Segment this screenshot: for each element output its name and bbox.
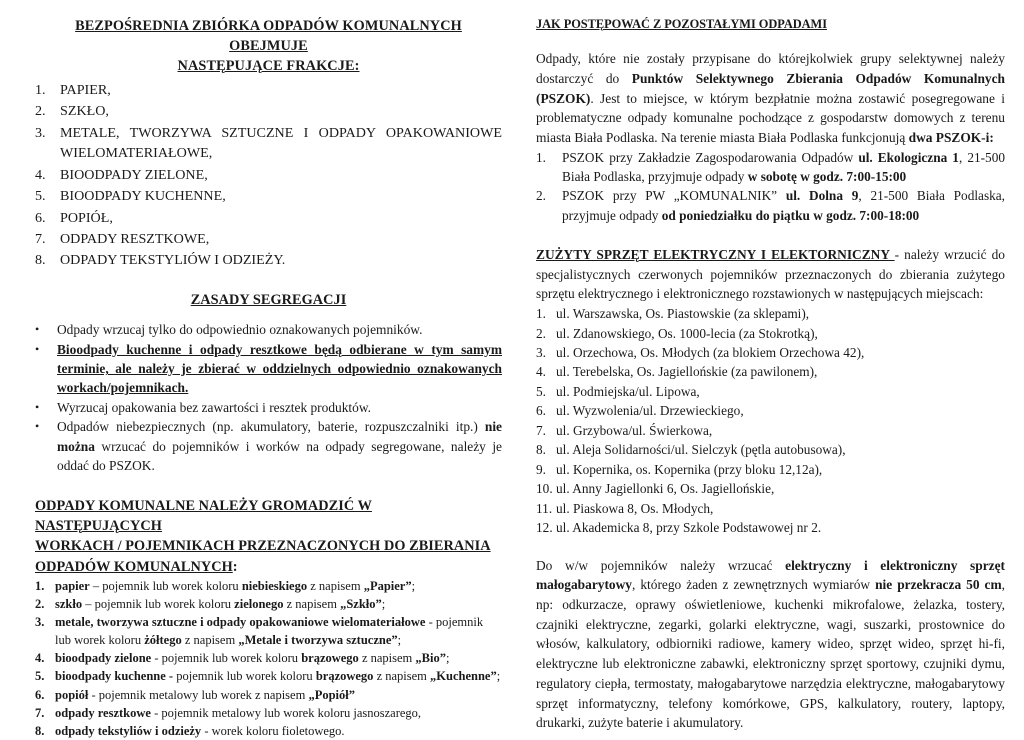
text-run: z napisem — [283, 596, 341, 611]
bold-underline-run: Bioodpady kuchenne i odpady resztkowe będą odbierane w tym samym terminie, ale należy je zbierać w oddzielnych odpowiednio oznakowanych workach/pojemnikach. — [57, 341, 503, 396]
text-run: z napisem — [307, 578, 364, 593]
list-marker: 12. — [536, 520, 553, 536]
list-item — [536, 148, 1005, 187]
list-item-label — [55, 686, 502, 704]
text-run: Odpadów niebezpiecznych (np. akumulatory, baterie, rozpuszczalniki itp.) — [57, 419, 485, 435]
list-item-label: PAPIER, — [60, 82, 111, 99]
list-item — [536, 186, 1005, 225]
bold-run: niebieskiego — [241, 578, 308, 593]
fractions-list — [35, 80, 502, 271]
list-item — [35, 340, 502, 398]
list-item — [35, 722, 502, 740]
list-item-label: METALE, TWORZYWA SZTUCZNE I ODPADY OPAKOWANIOWE WIELOMATERIAŁOWE, — [60, 124, 503, 162]
list-item-label: ODPADY TEKSTYLIÓW I ODZIEŻY. — [60, 252, 286, 269]
text-run: wrzucać do pojemników i worków na odpady segregowane, należy je oddać do PSZOK. — [57, 438, 503, 474]
bold-run: Punktów Selektywnego Zbierania Odpadów Komunalnych (PSZOK) — [536, 71, 1005, 106]
bold-run: od poniedziałku do piątku w godz. 7:00-18:00 — [661, 207, 920, 223]
list-item-label: ul. Anny Jagiellonki 6, Os. Jagiellońskie, — [556, 481, 775, 497]
list-item — [536, 324, 1005, 343]
bold-run: szkło — [55, 596, 83, 611]
bold-run: bioodpady kuchenne - — [55, 669, 174, 684]
list-item-label — [55, 577, 502, 595]
list-marker: 7. — [35, 231, 46, 247]
text-run: – pojemnik lub worek koloru — [89, 578, 242, 593]
list-item — [536, 304, 1005, 323]
list-item — [35, 208, 502, 228]
containers-heading-line-2: WORKACH / POJEMNIKACH PRZEZNACZONYCH DO ZBIERANIA — [35, 538, 491, 555]
list-item-label — [55, 722, 502, 740]
list-item — [35, 80, 502, 100]
list-item-label: SZKŁO, — [60, 103, 109, 120]
bullet-icon: • — [35, 341, 40, 356]
list-item — [35, 250, 502, 270]
list-item — [536, 382, 1005, 401]
list-marker: 4. — [536, 364, 546, 380]
right-column — [511, 16, 1010, 733]
list-item — [35, 123, 502, 164]
containers-heading-line-1: ODPADY KOMUNALNE NALEŻY GROMADZIĆ W NASTĘPUJĄCYCH — [35, 497, 372, 534]
list-item — [35, 417, 502, 475]
bold-run: „Metale i tworzywa sztuczne” — [238, 633, 398, 648]
list-marker: 4. — [35, 651, 45, 666]
list-item-label: POPIÓŁ, — [60, 209, 113, 226]
bullet-icon: • — [35, 419, 40, 434]
list-item — [35, 667, 502, 685]
other-waste-heading: JAK POSTĘPOWAĆ Z POZOSTAŁYMI ODPADAMI — [536, 17, 827, 31]
containers-list — [35, 577, 502, 740]
weee-locations-list — [536, 304, 1005, 538]
text-run: Odpady, które nie zostały przypisane do którejkolwiek grupy selektywnej należy dostarczyć do — [536, 51, 1005, 87]
text-run: ; — [381, 596, 386, 611]
list-marker: 10. — [536, 481, 553, 497]
bold-run: nie przekracza 50 cm — [875, 577, 1002, 593]
list-item-label — [57, 398, 502, 417]
text-run: , którego żaden z zewnętrznych wymiarów — [631, 577, 876, 593]
bold-run: „Szkło” — [340, 596, 382, 611]
text-run: ; — [411, 578, 416, 593]
list-item-label: ul. Kopernika, os. Kopernika (przy bloku 12,12a), — [556, 461, 823, 477]
list-item — [35, 613, 502, 649]
text-run: - pojemnik metalowy lub worek z napisem — [88, 687, 309, 702]
weee-details-paragraph — [536, 556, 1005, 733]
bold-run: metale, tworzywa sztuczne i odpady opakowaniowe wielomateriałowe — [55, 615, 426, 630]
text-run: ; — [397, 633, 402, 648]
list-item-label — [57, 320, 502, 339]
weee-heading: ZUŻYTY SPRZĘT ELEKTRYCZNY I ELEKTORNICZNY — [536, 246, 895, 262]
list-item-label: ul. Podmiejska/ul. Lipowa, — [556, 383, 700, 399]
list-marker: 1. — [35, 82, 46, 99]
bold-run: dwa PSZOK-i: — [908, 130, 994, 146]
bold-run: brązowego — [315, 669, 374, 684]
list-item-label: ul. Akademicka 8, przy Szkole Podstawowej nr 2. — [556, 520, 822, 536]
list-item-label — [55, 667, 502, 685]
bold-run: żółtego — [144, 633, 182, 648]
list-item — [35, 686, 502, 704]
list-marker: 2. — [35, 596, 45, 611]
list-marker: 9. — [536, 461, 546, 477]
bold-run: w sobotę w godz. 7:00-15:00 — [747, 169, 907, 185]
weee-intro: - należy wrzucić do specjalistycznych czerwonych pojemników przeznaczonych do zbierania zużytego sprzętu elektrycznego i elektronicznego rozstawionych w następujących miejscach: — [536, 246, 1005, 302]
list-item-label: ul. Wyzwolenia/ul. Drzewieckiego, — [556, 403, 744, 419]
list-item-label: ul. Warszawska, Os. Piastowskie (za sklepami), — [556, 306, 810, 322]
list-item — [536, 479, 1005, 498]
bold-run: papier — [55, 578, 90, 593]
list-item-label — [57, 417, 502, 475]
text-run: – pojemnik lub worek koloru — [82, 596, 235, 611]
list-item-label: ul. Piaskowa 8, Os. Młodych, — [556, 500, 714, 516]
text-run: , 21-500 Biała Podlaska, przyjmuje odpady — [562, 149, 1006, 185]
bold-run: elektryczny i elektroniczny sprzęt małogabarytowy — [536, 557, 1005, 593]
list-marker: 5. — [35, 188, 46, 205]
list-marker: 8. — [35, 723, 45, 738]
list-marker: 11. — [536, 500, 553, 516]
bold-run: „Popiół” — [308, 687, 355, 702]
list-item — [35, 165, 502, 185]
list-marker: 6. — [35, 687, 45, 702]
text-run: . Jest to miejsce, w którym bezpłatnie można zostawić posegregowane i problematyczne odpady komunalne pochodzące z gospodarstw domowych z terenu miasta Biała Podlaska. Na terenie miasta Biała Podlaska funkcjonują — [536, 90, 1005, 146]
text-run: , 21-500 Biała Podlaska, przyjmuje odpady — [562, 188, 1005, 223]
list-item — [35, 398, 502, 417]
text-run: - worek koloru fioletowego. — [201, 723, 345, 738]
list-item-label — [55, 595, 502, 613]
bullet-icon: • — [35, 399, 40, 414]
bold-run: bioodpady zielone — [55, 651, 152, 666]
list-item — [35, 704, 502, 722]
bullet-icon: • — [35, 322, 40, 337]
bold-run: „Bio” — [415, 651, 446, 666]
list-marker: 5. — [35, 669, 45, 684]
list-item-label: ul. Zdanowskiego, Os. 1000-lecia (za Stokrotką), — [556, 325, 818, 341]
page-title-line-1: BEZPOŚREDNIA ZBIÓRKA ODPADÓW KOMUNALNYCH OBEJMUJE — [75, 18, 462, 55]
list-marker: 1. — [35, 578, 45, 593]
list-item-label — [55, 649, 502, 667]
list-item — [536, 518, 1005, 537]
list-marker: 2. — [536, 188, 546, 204]
list-item — [536, 499, 1005, 518]
text-run: - pojemnik lub worek koloru — [151, 651, 302, 666]
segregation-rules-heading: ZASADY SEGREGACJI — [190, 291, 347, 308]
pszok-list — [536, 148, 1005, 225]
list-marker: 6. — [35, 209, 46, 226]
list-marker: 6. — [536, 403, 546, 419]
text-run: , np: odkurzacze, oprawy oświetleniowe, kuchenki mikrofalowe, żelazka, tostery, czajniki elektryczne, zegarki, golarki elektryczne, wagi, suszarki, prostownice do włosów, kalkulatory, odbiorniki radiowe, kamery wideo, sprzęt wideo, sprzęt hi-fi, elektryczne lub elektroniczne zabawki, elektroniczny sprzęt sportowy, czujniki dymu, regulatory ciepła, termostaty, małogabarytowe narzędzia elektryczne, małogabarytowy sprzęt informatyczny, telefony komórkowe, GPS, kalkulatory, routery, laptopy, drukarki, zużyte baterie i akumulatory. — [536, 577, 1006, 731]
text-run: PSZOK przy PW „KOMUNALNIK” — [562, 188, 786, 204]
list-item — [536, 343, 1005, 362]
list-item — [35, 229, 502, 249]
list-item — [35, 595, 502, 613]
list-marker: 3. — [35, 615, 45, 630]
list-item-label: ul. Aleja Solidarności/ul. Sielczyk (pętla autobusowa), — [556, 442, 846, 458]
list-item — [35, 186, 502, 206]
bold-run: odpady resztkowe — [55, 705, 151, 720]
list-item — [35, 577, 502, 595]
text-run: PSZOK przy Zakładzie Zagospodarowania Odpadów — [562, 149, 859, 165]
text-run: ; — [445, 651, 450, 666]
list-item — [35, 649, 502, 667]
text-run: - pojemnik metalowy lub worek koloru jasnoszarego, — [150, 705, 422, 720]
bold-run: zielonego — [234, 596, 284, 611]
list-item-label — [55, 613, 502, 649]
text-run: ; — [496, 669, 501, 684]
list-item — [536, 362, 1005, 381]
list-item — [536, 460, 1005, 479]
text-run: pojemnik lub worek koloru — [173, 669, 316, 684]
segregation-rules-list — [35, 320, 502, 476]
list-item-label: ul. Orzechowa, Os. Młodych (za blokiem Orzechowa 42), — [556, 344, 865, 360]
page-title-line-2: NASTĘPUJĄCE FRAKCJE: — [177, 58, 360, 75]
list-item — [35, 101, 502, 121]
list-marker: 8. — [35, 252, 46, 269]
list-item-label: ul. Grzybowa/ul. Świerkowa, — [556, 422, 713, 438]
text-run: z napisem — [358, 651, 416, 666]
list-marker: 1. — [536, 306, 546, 322]
text-run: - pojemnik lub worek koloru — [55, 615, 484, 648]
other-waste-paragraph — [536, 49, 1005, 148]
page-title — [35, 16, 502, 76]
list-marker: 1. — [536, 149, 546, 165]
list-item-label — [562, 186, 1005, 225]
list-marker: 3. — [35, 124, 46, 141]
list-item-label — [562, 148, 1005, 187]
list-item — [536, 440, 1005, 459]
list-item-label — [55, 704, 502, 722]
bold-run: brązowego — [301, 651, 359, 666]
list-item — [536, 421, 1005, 440]
text-run: z napisem — [181, 633, 239, 648]
list-marker: 3. — [536, 344, 546, 360]
list-item-label: BIOODPADY ZIELONE, — [60, 166, 208, 183]
bold-run: odpady tekstyliów i odzieży — [55, 723, 202, 738]
list-marker: 2. — [35, 103, 46, 120]
list-marker: 2. — [536, 325, 546, 341]
containers-heading — [35, 496, 502, 577]
text-run: Odpady wrzucaj tylko do odpowiednio oznakowanych pojemników. — [57, 322, 423, 338]
bold-run: ul. Dolna 9 — [785, 188, 859, 204]
list-marker: 4. — [35, 166, 46, 183]
bold-run: nie można — [57, 419, 503, 454]
list-item-label: ul. Terebelska, Os. Jagiellońskie (za pawilonem), — [556, 364, 818, 380]
list-item — [35, 320, 502, 339]
list-item-label: ODPADY RESZTKOWE, — [60, 231, 210, 247]
text-run: Wyrzucaj opakowania bez zawartości i resztek produktów. — [57, 399, 371, 415]
bold-run: popiół — [55, 687, 89, 702]
list-item-label — [57, 340, 502, 398]
bold-run: „Kuchenne” — [430, 669, 497, 684]
weee-paragraph — [536, 245, 1005, 304]
bold-run: „Papier” — [363, 578, 412, 593]
list-marker: 5. — [536, 383, 546, 399]
list-marker: 8. — [536, 442, 546, 458]
left-column — [14, 16, 511, 740]
containers-heading-line-3: ODPADÓW KOMUNALNYCH — [35, 558, 233, 575]
containers-heading-colon: : — [232, 558, 238, 575]
text-run: z napisem — [373, 669, 431, 684]
list-item-label: BIOODPADY KUCHENNE, — [60, 188, 226, 205]
list-item — [536, 401, 1005, 420]
list-marker: 7. — [536, 422, 546, 438]
bold-run: ul. Ekologiczna 1 — [858, 149, 959, 165]
list-marker: 7. — [35, 705, 45, 720]
text-run: Do w/w pojemników należy wrzucać — [536, 557, 786, 573]
